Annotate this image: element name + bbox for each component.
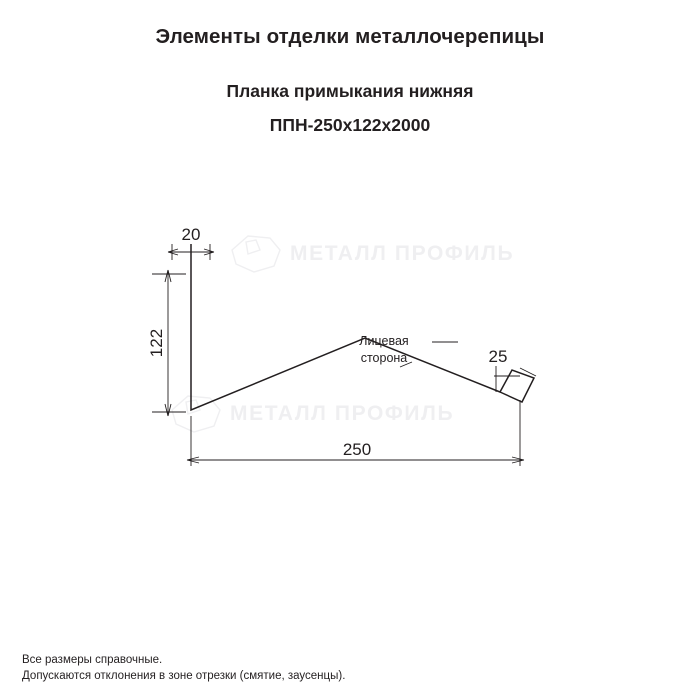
- profile-outline: [191, 244, 534, 410]
- dimension-label-122: 122: [147, 328, 166, 358]
- footnote-line-1: Все размеры справочные.: [22, 654, 163, 666]
- drawing-svg: [0, 170, 700, 510]
- page-title: Элементы отделки металлочерепицы: [155, 25, 545, 48]
- product-name: Планка примыкания нижняя: [226, 81, 474, 101]
- dimension-label-20: 20: [181, 225, 201, 244]
- watermark-text: МЕТАЛЛ ПРОФИЛЬ: [290, 242, 515, 265]
- callout-line-2: сторона: [360, 351, 408, 365]
- watermark-top: [232, 236, 514, 272]
- footnote-line-2: Допускаются отклонения в зоне отрезки (смятие, заусенцы).: [22, 670, 346, 682]
- callout-face-side: [359, 334, 458, 367]
- dimension-label-25: 25: [488, 347, 508, 366]
- watermark-bottom: [172, 396, 454, 432]
- product-code: ППН-250х122х2000: [269, 115, 431, 135]
- callout-line-1: Лицевая: [359, 334, 409, 348]
- footnotes: [22, 652, 345, 684]
- technical-drawing: [0, 170, 700, 510]
- title-block: [0, 24, 700, 138]
- dimension-label-250: 250: [342, 440, 372, 459]
- watermark-text-2: МЕТАЛЛ ПРОФИЛЬ: [230, 402, 455, 425]
- dimension-vertical-leg: [147, 270, 186, 416]
